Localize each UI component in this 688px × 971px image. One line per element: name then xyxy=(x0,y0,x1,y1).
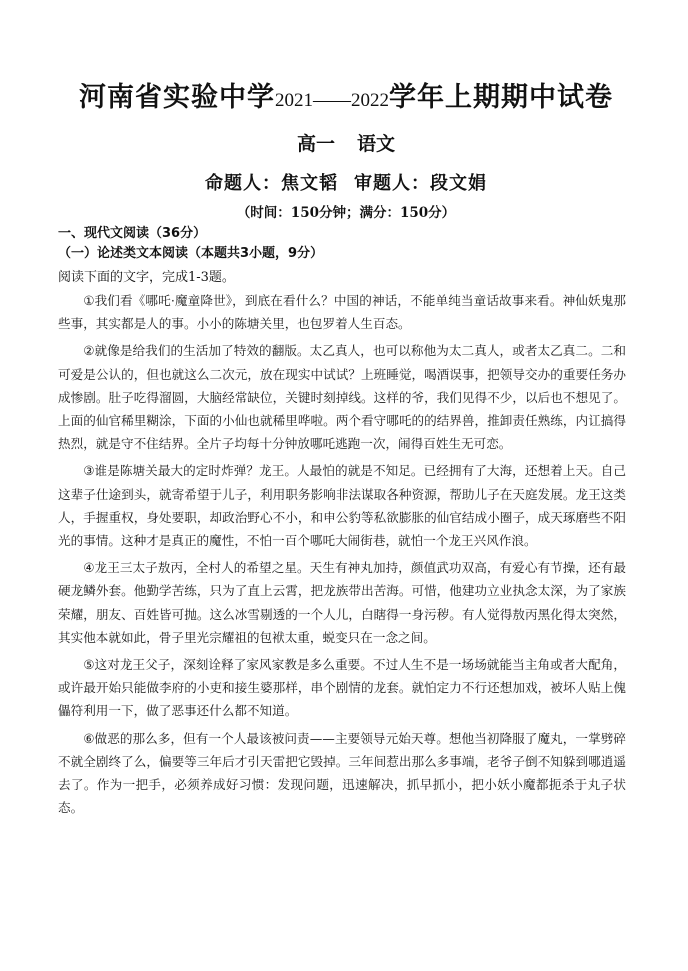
section-heading: 一、现代文阅读（36分） xyxy=(58,226,207,241)
passage-paragraph-3: ③谁是陈塘关最大的定时炸弹？龙王。人最怕的就是不知足。已经拥有了大海，还想着上天。自己这辈子仕途到头，就寄希望于儿子，利用职务影响非法谋取各种资源，帮助儿子在天庭发展。龙王这类人，手握重权，身处要职，却政治野心不小，和申公豹等私欲膨胀的仙官结成小圈子，成天琢磨些不阳光的事情。这种才是真正的魔性，不怕一百个哪吒大闹街巷，就怕一个龙王兴风作浪。 xyxy=(58,463,626,549)
exam-title-school: 河南省实验中学 xyxy=(79,82,275,113)
exam-title-term: 学年上期期中试卷 xyxy=(389,82,613,113)
exam-authors xyxy=(66,170,626,198)
reading-instruction: 阅读下面的文字，完成1-3题。 xyxy=(58,270,235,285)
passage-paragraph-6: ⑥做恶的那么多，但有一个人最该被问责——主要领导元始天尊。想他当初降服了魔丸，一掌劈碎不就全剧终了么，偏要等三年后才引天雷把它毁掉。三年间惹出那么多事端，老爷子倒不知躲到哪逍遥去了。作为一把手，必须养成好习惯：发现问题，迅速解决，抓早抓小，把小妖小魔都扼杀于丸子状态。 xyxy=(58,730,626,816)
passage-paragraph-2: ②就像是给我们的生活加了特效的翻版。太乙真人，也可以称他为太二真人，或者太乙真二。二和可爱是公认的，但也就这么二次元，放在现实中试试？上班睡觉，喝酒误事，把领导交办的重要任务办成惨剧。肚子吃得溜圆，大脑经常缺位，关键时刻掉线。这样的爷，我们见得不少，以后也不想见了。上面的仙官稀里糊涂，下面的小仙也就稀里哗啦。两个看守哪吒的的结界兽，推卸责任熟练，内讧搞得热烈，就是守不住结界。全片子均每十分钟放哪吒逃跑一次，闹得百姓生无可恋。 xyxy=(58,343,626,452)
exam-time-score: （时间：150分钟；满分：150分） xyxy=(236,205,456,221)
exam-title-year: 2021——2022 xyxy=(275,90,389,111)
passage-paragraph-1: ①我们看《哪吒·魔童降世》，到底在看什么？中国的神话，不能单纯当童话故事来看。神仙妖鬼那些事，其实都是人的事。小小的陈塘关里，也包罗着人生百态。 xyxy=(58,293,626,332)
subsection-heading: （一）论述类文本阅读（本题共3小题，9分） xyxy=(58,246,324,261)
subject-label: 语文 xyxy=(357,133,396,155)
reviewer-label: 审题人：段文娟 xyxy=(354,173,487,194)
grade-label: 高一 xyxy=(296,133,335,155)
passage-paragraph-4: ④龙王三太子敖丙，全村人的希望之星。天生有神丸加持，颜值武功双高，有爱心有节操，还有最硬龙鳞外套。他勤学苦练，只为了直上云霄，把龙族带出苦海。可惜，他建功立业执念太深，为了家族荣耀，朋友、百姓皆可抛。这么冰雪剔透的一个人儿，白瞎得一身污秽。有人觉得敖丙黑化得太突然，其实他本就如此，骨子里光宗耀祖的包袱太重，蜕变只在一念之间。 xyxy=(58,560,626,645)
setter-label: 命题人：焦文韬 xyxy=(205,173,338,194)
exam-subtitle xyxy=(66,130,626,158)
passage-paragraph-5: ⑤这对龙王父子，深刻诠释了家风家教是多么重要。不过人生不是一场场就能当主角或者大配角，或许最开始只能做李府的小吏和接生婆那样，串个剧情的龙套。就怕定力不行还想加戏，被坏人贴上傀儡符利用一下，做了恶事还什么都不知道。 xyxy=(58,657,626,719)
exam-title xyxy=(66,78,626,121)
